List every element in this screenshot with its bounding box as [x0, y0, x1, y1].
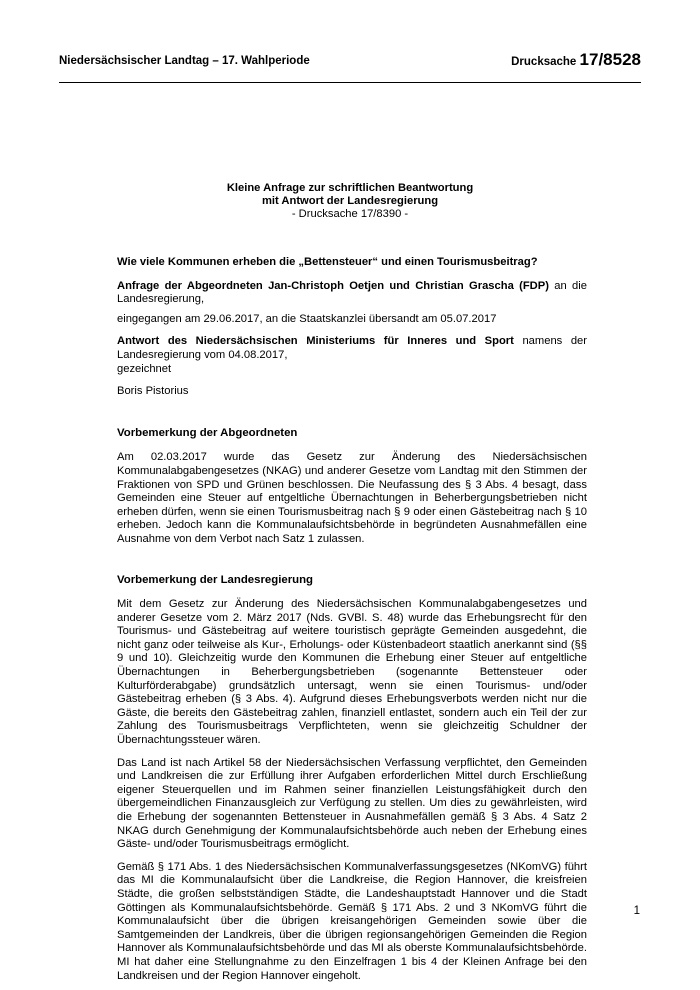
section-paragraph-2: Das Land ist nach Artikel 58 der Niedersächsischen Verfassung verpflichtet, den Gemeinden und Landkreisen die zur Erfüllung ihrer Aufgaben erforderlichen Mittel durch Erschließung eigener Steuerquellen und im Rahmen seiner finanziellen Leistungsfähigkeit durch den übergemeindlichen Finanzausgleich zur Verfügung zu stellen. Um dies zu gewährleisten, wird die Erhebung der sogenannten Bettensteuer in Ausnahmefällen gemäß § 3 Abs. 4 Satz 2 NKAG durch Genehmigung der Kommunalaufsichtsbehörde auch neben der Erhebung eines Gäste- und/oder Tourismusbeitrags ermöglicht. [117, 756, 587, 851]
document-number [511, 50, 641, 70]
signatory-name: Boris Pistorius [117, 385, 189, 398]
section-text-abgeordnete: Am 02.03.2017 wurde das Gesetz zur Änderung des Niedersächsischen Kommunalabgabengesetzes (NKAG) und anderer Gesetze vom Landtag mit den Stimmen der Fraktionen von SPD und Grünen beschlossen. Die Neufassung des § 3 Abs. 4 besagt, dass Gemeinden eine Steuer auf entgeltliche Übernachtungen in Beherbergungsbetrieben nicht erheben dürfen, wenn sie einen Tourismusbeitrag nach § 9 oder einen Gästebeitrag nach § 10 erheben. Jedoch kann die Kommunalaufsichtsbehörde in begründeten Ausnahmefällen eine Ausnahme von dem Verbot nach Satz 1 zulassen. [117, 451, 587, 545]
section-heading-abgeordnete: Vorbemerkung der Abgeordneten [117, 426, 298, 439]
title-line-1: Kleine Anfrage zur schriftlichen Beantwortung [226, 182, 474, 194]
answer-signed: gezeichnet [117, 362, 172, 375]
inquiry-paragraph [117, 280, 587, 307]
title-line-2: mit Antwort der Landesregierung [261, 195, 439, 207]
inquiry-dates: eingegangen am 29.06.2017, an die Staatskanzlei übersandt am 05.07.2017 [117, 312, 497, 325]
answer-date: namens der Landesregierung vom 04.08.2017, [117, 335, 587, 361]
answer-ministry: Antwort des Niedersächsischen Ministeriums für Inneres und Sport [117, 335, 514, 348]
header-rule [59, 82, 641, 83]
answer-paragraph [117, 335, 587, 362]
page-number: 1 [633, 905, 640, 917]
section-heading-landesregierung: Vorbemerkung der Landesregierung [117, 573, 314, 586]
section-paragraph-1: Mit dem Gesetz zur Änderung des Niedersächsischen Kommunalabgabengesetzes und anderer Gesetze vom 2. März 2017 (Nds. GVBl. S. 48) wurde das Erhebungsrecht für den Tourismus- und Gästebeitrag auf weitere touristisch geprägte Gemeinden ausgedehnt, die nicht ganz oder teilweise als Kur-, Erholungs- oder Küstenbadeort staatlich anerkannt sind (§§ 9 und 10). Gleichzeitig wurde den Kommunen die Erhebung einer Steuer auf entgeltliche Übernachtungen in Beherbergungsbetrieben (sogenannte Bettensteuer oder Kulturförderabgabe) grundsätzlich untersagt, wenn sie einen Tourismus- und/oder Gästebeitrag erheben (§ 3 Abs. 4). Aufgrund dieses Erhebungsverbots werden nicht nur die Gäste, die bereits den Gästebeitrag zahlen, finanziell entlastet, sondern auch ein Teil der zur Zahlung des Tourismusbeitrags Verpflichteten, wenn sie gleichzeitig Schuldner der Übernachtungssteuer wären. [117, 598, 587, 747]
parliament-header: Niedersächsischer Landtag – 17. Wahlperiode [59, 55, 310, 67]
document-number-label: Drucksache [511, 56, 577, 68]
section-paragraph-3: Gemäß § 171 Abs. 1 des Niedersächsischen Kommunalverfassungsgesetzes (NKomVG) führt das MI die Kommunalaufsicht über die Landkreise, die Region Hannover, die kreisfreien Städte, die großen selbstständigen Städte, die Landeshauptstadt Hannover und die Stadt Göttingen als Kommunalaufsichtsbehörde. Gemäß § 171 Abs. 2 und 3 NKomVG führt die Kommunalaufsicht über die übrigen kreisangehörigen Gemeinden sowie über die Samtgemeinden der Landkreis, über die übrigen regionsangehörigen Gemeinden die Region Hannover als Kommunalaufsichtsbehörde und das MI als oberste Kommunalaufsichtsbehörde. MI hat daher eine Stellungnahme zu den Einzelfragen 1 bis 4 der Kleinen Anfrage bei den Landkreisen und der Region Hannover eingeholt. [117, 860, 587, 982]
question-title: Wie viele Kommunen erheben die „Bettensteuer“ und einen Tourismusbeitrag? [117, 256, 538, 268]
document-title [0, 182, 700, 221]
document-body [117, 256, 587, 983]
document-number-value: 17/8528 [579, 50, 641, 69]
inquiry-addressee: an die Landesregierung, [117, 279, 587, 306]
inquiry-authors: Anfrage der Abgeordneten Jan-Christoph Oetjen und Christian Grascha (FDP) [117, 279, 549, 292]
title-reference: - Drucksache 17/8390 - [291, 208, 409, 220]
